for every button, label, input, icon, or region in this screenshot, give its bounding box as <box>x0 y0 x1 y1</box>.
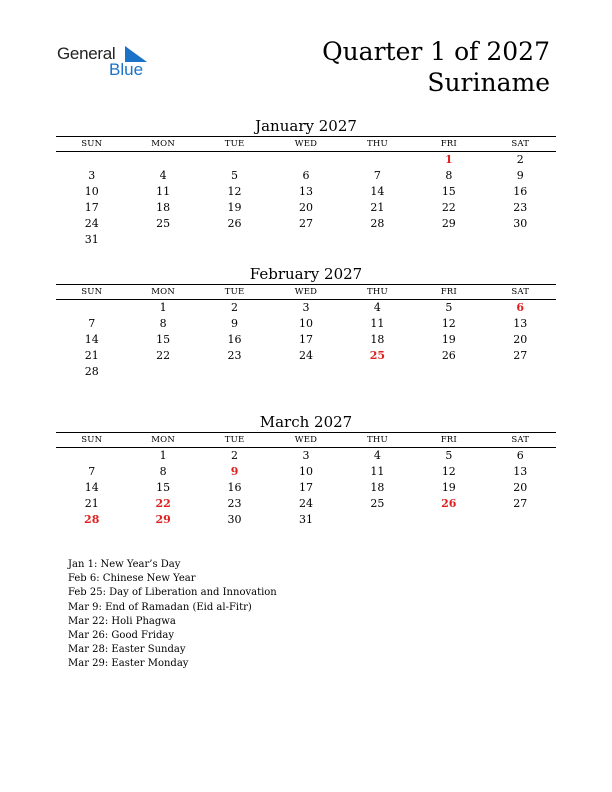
week-row <box>56 512 556 528</box>
empty-day-cell <box>342 364 413 380</box>
generalblue-logo <box>57 44 157 80</box>
logo-word-blue: Blue <box>109 60 144 79</box>
week-row <box>56 152 556 168</box>
day-cell: 24 <box>298 497 313 510</box>
holiday-item: Mar 26: Good Friday <box>68 630 174 642</box>
day-cell: 16 <box>227 481 242 494</box>
weekday-label: TUE <box>224 435 245 445</box>
holiday-item: Mar 22: Holi Phagwa <box>68 615 176 627</box>
weekday-label: SUN <box>81 139 103 149</box>
month-january <box>56 116 556 248</box>
week-row <box>56 316 556 332</box>
week-row <box>56 216 556 232</box>
day-cell: 8 <box>159 465 167 478</box>
day-cell: 21 <box>370 201 385 214</box>
day-cell: 9 <box>231 317 239 330</box>
weekday-label: WED <box>294 139 318 149</box>
day-cell: 19 <box>441 481 456 494</box>
day-cell: 28 <box>370 217 385 230</box>
day-cell: 6 <box>516 301 525 314</box>
empty-day-cell <box>127 152 198 168</box>
day-cell: 6 <box>302 169 310 182</box>
weekday-label: THU <box>366 287 388 297</box>
weekday-label: WED <box>294 287 318 297</box>
day-cell: 3 <box>302 301 310 314</box>
weekday-label: MON <box>151 287 175 297</box>
empty-day-cell <box>270 152 341 168</box>
weekday-label: FRI <box>440 287 457 297</box>
empty-day-cell <box>270 232 341 248</box>
empty-day-cell <box>127 364 198 380</box>
week-row <box>56 464 556 480</box>
day-cell: 4 <box>373 301 381 314</box>
day-cell: 21 <box>84 349 99 362</box>
day-cell: 31 <box>298 513 313 526</box>
day-cell: 10 <box>84 185 99 198</box>
day-cell: 26 <box>227 217 242 230</box>
week-row <box>56 168 556 184</box>
weekday-label: WED <box>294 435 318 445</box>
day-cell: 17 <box>84 201 99 214</box>
day-cell: 5 <box>231 169 239 182</box>
day-cell: 20 <box>298 201 313 214</box>
day-cell: 14 <box>370 185 385 198</box>
day-cell: 6 <box>516 449 524 462</box>
empty-day-cell <box>485 364 556 380</box>
day-cell: 18 <box>156 201 171 214</box>
day-cell: 25 <box>156 217 171 230</box>
day-cell: 22 <box>155 497 171 510</box>
day-cell: 20 <box>513 333 528 346</box>
day-cell: 7 <box>373 169 381 182</box>
weekday-header-row <box>56 137 556 152</box>
weekday-label: TUE <box>224 287 245 297</box>
empty-day-cell <box>199 232 270 248</box>
empty-day-cell <box>485 232 556 248</box>
day-cell: 7 <box>88 317 96 330</box>
weekday-label: MON <box>151 435 175 445</box>
day-cell: 14 <box>84 333 99 346</box>
day-cell: 17 <box>298 481 313 494</box>
empty-day-cell <box>413 364 484 380</box>
empty-day-cell <box>199 152 270 168</box>
day-cell: 13 <box>513 465 528 478</box>
weekday-label: SAT <box>511 287 530 297</box>
day-cell: 23 <box>227 497 242 510</box>
holiday-item: Mar 28: Easter Sunday <box>68 644 186 656</box>
empty-day-cell <box>270 364 341 380</box>
holiday-item: Feb 6: Chinese New Year <box>68 573 196 585</box>
day-cell: 5 <box>445 449 453 462</box>
holiday-item: Feb 25: Day of Liberation and Innovation <box>68 587 277 599</box>
day-cell: 5 <box>445 301 453 314</box>
day-cell: 3 <box>88 169 96 182</box>
day-cell: 2 <box>231 301 239 314</box>
weekday-label: SUN <box>81 287 103 297</box>
day-cell: 12 <box>441 465 456 478</box>
day-cell: 18 <box>370 481 385 494</box>
day-cell: 13 <box>298 185 313 198</box>
day-cell: 23 <box>227 349 242 362</box>
day-cell: 14 <box>84 481 99 494</box>
weekday-label: THU <box>366 435 388 445</box>
day-cell: 28 <box>84 513 100 526</box>
day-cell: 19 <box>227 201 242 214</box>
weekday-header-row <box>56 433 556 448</box>
empty-day-cell <box>413 512 484 528</box>
empty-day-cell <box>127 232 198 248</box>
day-cell: 17 <box>298 333 313 346</box>
weekday-label: SAT <box>511 435 530 445</box>
week-row <box>56 364 556 380</box>
holiday-item: Jan 1: New Year’s Day <box>68 559 181 570</box>
day-cell: 11 <box>156 185 171 198</box>
week-row <box>56 232 556 248</box>
day-cell: 11 <box>370 465 385 478</box>
month-march <box>56 412 556 528</box>
day-cell: 15 <box>156 333 171 346</box>
holiday-item: Mar 9: End of Ramadan (Eid al-Fitr) <box>68 601 252 613</box>
week-row <box>56 348 556 364</box>
month-title: March 2027 <box>259 413 353 431</box>
day-cell: 4 <box>159 169 167 182</box>
day-cell: 13 <box>513 317 528 330</box>
month-title: February 2027 <box>249 265 363 283</box>
day-cell: 30 <box>227 513 242 526</box>
day-cell: 21 <box>84 497 99 510</box>
empty-day-cell <box>56 152 127 168</box>
week-row <box>56 200 556 216</box>
day-cell: 12 <box>227 185 242 198</box>
week-row <box>56 480 556 496</box>
weekday-label: FRI <box>440 139 457 149</box>
day-cell: 28 <box>84 365 99 378</box>
weekday-label: MON <box>151 139 175 149</box>
logo-word-general: General <box>57 44 116 63</box>
day-cell: 2 <box>231 449 239 462</box>
week-row <box>56 184 556 200</box>
day-cell: 9 <box>516 169 524 182</box>
day-cell: 19 <box>441 333 456 346</box>
day-cell: 8 <box>445 169 453 182</box>
day-cell: 1 <box>159 449 167 462</box>
title-country: Suriname <box>427 68 550 97</box>
day-cell: 22 <box>156 349 171 362</box>
empty-day-cell <box>56 448 127 464</box>
day-cell: 25 <box>370 497 385 510</box>
weekday-label: FRI <box>440 435 457 445</box>
day-cell: 31 <box>84 233 99 246</box>
day-cell: 22 <box>441 201 456 214</box>
day-cell: 2 <box>516 153 524 166</box>
day-cell: 10 <box>298 317 313 330</box>
month-title: January 2027 <box>255 117 357 135</box>
weekday-label: SAT <box>511 139 530 149</box>
day-cell: 27 <box>513 497 528 510</box>
day-cell: 24 <box>298 349 313 362</box>
day-cell: 23 <box>513 201 528 214</box>
day-cell: 1 <box>444 153 453 166</box>
empty-day-cell <box>342 512 413 528</box>
title-quarter: Quarter 1 of 2027 <box>322 37 550 66</box>
day-cell: 20 <box>513 481 528 494</box>
day-cell: 4 <box>373 449 381 462</box>
empty-day-cell <box>413 232 484 248</box>
day-cell: 1 <box>159 301 167 314</box>
day-cell: 29 <box>441 217 456 230</box>
week-row <box>56 496 556 512</box>
day-cell: 8 <box>159 317 167 330</box>
weekday-header-row <box>56 285 556 300</box>
empty-day-cell <box>56 300 127 316</box>
weekday-label: SUN <box>81 435 103 445</box>
day-cell: 15 <box>156 481 171 494</box>
day-cell: 7 <box>88 465 96 478</box>
day-cell: 10 <box>298 465 313 478</box>
holiday-item: Mar 29: Easter Monday <box>68 658 189 670</box>
empty-day-cell <box>199 364 270 380</box>
page-title <box>322 36 550 98</box>
day-cell: 16 <box>227 333 242 346</box>
day-cell: 30 <box>513 217 528 230</box>
day-cell: 9 <box>230 465 239 478</box>
day-cell: 11 <box>370 317 385 330</box>
weekday-label: THU <box>366 139 388 149</box>
week-row <box>56 448 556 464</box>
day-cell: 3 <box>302 449 310 462</box>
day-cell: 29 <box>155 513 171 526</box>
week-row <box>56 300 556 316</box>
holiday-list <box>68 558 277 672</box>
empty-day-cell <box>342 232 413 248</box>
day-cell: 16 <box>513 185 528 198</box>
empty-day-cell <box>342 152 413 168</box>
month-february <box>56 264 556 380</box>
day-cell: 25 <box>369 349 386 362</box>
day-cell: 12 <box>441 317 456 330</box>
day-cell: 27 <box>298 217 313 230</box>
day-cell: 18 <box>370 333 385 346</box>
weekday-label: TUE <box>224 139 245 149</box>
week-row <box>56 332 556 348</box>
day-cell: 26 <box>441 349 456 362</box>
day-cell: 15 <box>441 185 456 198</box>
empty-day-cell <box>485 512 556 528</box>
day-cell: 27 <box>513 349 528 362</box>
day-cell: 24 <box>84 217 99 230</box>
day-cell: 26 <box>441 497 457 510</box>
